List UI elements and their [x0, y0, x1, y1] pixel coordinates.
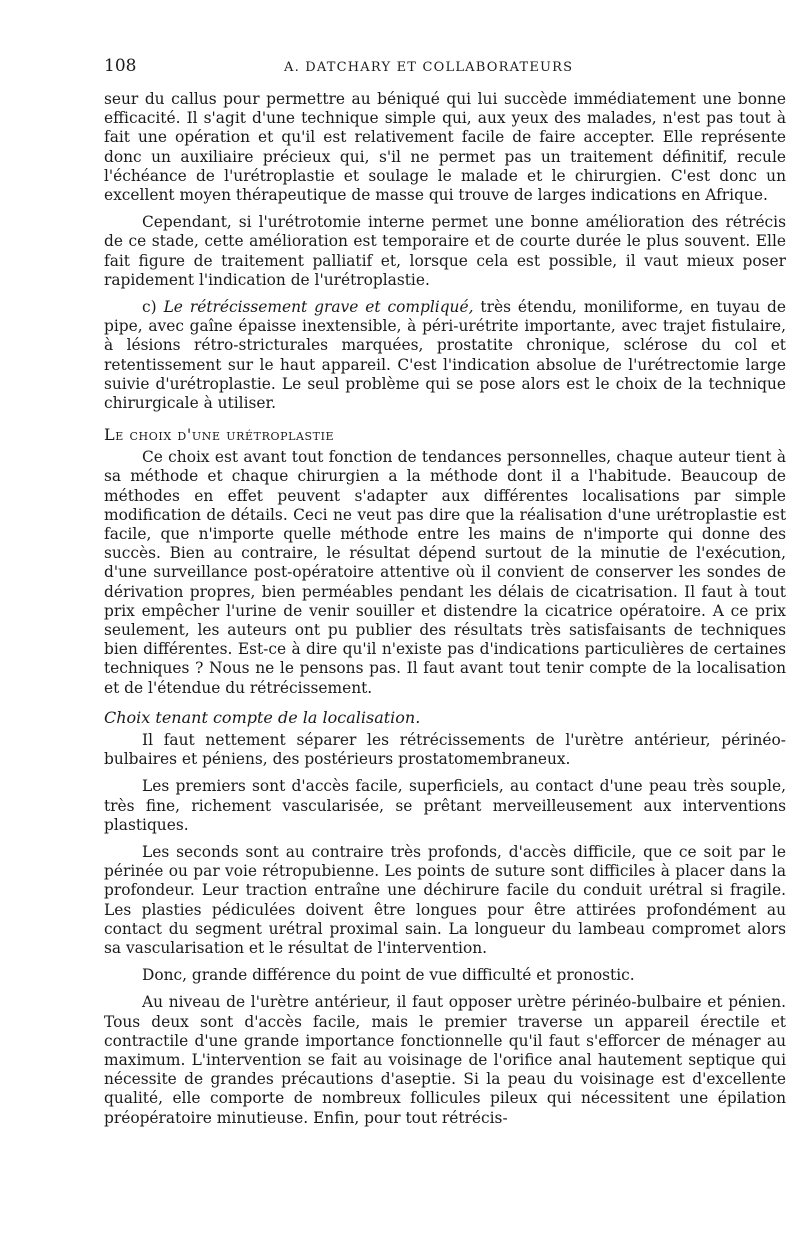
- page-number: 108: [104, 56, 137, 76]
- paragraph-7: Les seconds sont au contraire très profonds, d'accès difficile, que ce soit par le périnée ou par voie rétropubienne. Les points de suture sont difficiles à placer dans la profondeur. Leur traction entraîne une déchirure facile du conduit urétral si fragile. Les plasties pédiculées doivent être longues pour être attirées profondément au contact du segment urétral proximal sain. La longueur du lambeau compromet alors sa vascularisation et le résultat de l'intervention.: [104, 842, 786, 957]
- running-head: A. DATCHARY ET COLLABORATEURS: [284, 60, 574, 75]
- paragraph-8: Donc, grande différence du point de vue difficulté et pronostic.: [142, 966, 635, 985]
- paragraph-9: Au niveau de l'urètre antérieur, il faut opposer urètre périnéo-bulbaire et pénien. Tous deux sont d'accès facile, mais le premier traverse un appareil érectile et contractile d'une grande importance fonctionnelle qu'il faut s'efforcer de ménager au maximum. L'intervention se fait au voisinage de l'orifice anal hautement septique qui nécessite de grandes précautions d'aseptie. Si la peau du voisinage est d'excellente qualité, elle comporte de nombreux follicules pileux qui nécessitent une épilation préopératoire minutieuse. Enfin, pour tout rétrécis-: [104, 993, 786, 1127]
- paragraph-4: Ce choix est avant tout fonction de tendances personnelles, chaque auteur tient à sa méthode et chaque chirurgien a la méthode dont il a l'habitude. Beaucoup de méthodes en effet peuvent s'adapter aux différentes localisations par simple modification de détails. Ceci ne veut pas dire que la réalisation d'une urétroplastie est facile, que n'importe quelle méthode entre les mains de n'importe qui donne des succès. Bien au contraire, le résultat dépend surtout de la minutie de l'exécution, d'une surveillance post-opératoire attentive où il convient de conserver les sondes de dérivation propres, bien perméables pendant les délais de cicatrisation. Il faut à tout prix empêcher l'urine de venir souiller et distendre la cicatrice opératoire. A ce prix seulement, les auteurs ont pu publier des résultats très satisfaisants de techniques bien différentes. Est-ce à dire qu'il n'existe pas d'indications particulières de certaines techniques ? Nous ne le pensons pas. Il faut avant tout tenir compte de la localisation et de l'étendue du rétrécissement.: [104, 448, 786, 697]
- paragraph-3-lead: c): [142, 298, 164, 317]
- paragraph-5: Il faut nettement séparer les rétrécissements de l'urètre antérieur, périnéo-bulbaires et péniens, des postérieurs prostatomembraneux.: [104, 730, 786, 769]
- paragraph-3: [104, 298, 786, 413]
- paragraph-1: seur du callus pour permettre au béniqué qui lui succède immédiatement une bonne efficacité. Il s'agit d'une technique simple qui, aux yeux des malades, n'est pas tout à fait une opération et qu'il est relativement facile de faire accepter. Elle représente donc un auxiliaire précieux qui, s'il ne permet pas un traitement définitif, recule l'échéance de l'urétroplastie et soulage le malade et le chirurgien. C'est donc un excellent moyen thérapeutique de masse qui trouve de larges indications en Afrique.: [104, 90, 786, 205]
- section-heading: Le choix d'une urétroplastie: [104, 425, 335, 445]
- paragraph-6: Les premiers sont d'accès facile, superficiels, au contact d'une peau très souple, très fine, richement vascularisée, se prêtant merveilleusement aux interventions plastiques.: [104, 777, 786, 834]
- paragraph-2: Cependant, si l'urétrotomie interne permet une bonne amélioration des rétrécis de ce stade, cette amélioration est temporaire et de courte durée le plus souvent. Elle fait figure de traitement palliatif et, lorsque cela est possible, il vaut mieux poser rapidement l'indication de l'urétroplastie.: [104, 213, 786, 289]
- paragraph-3-rest: très étendu, moniliforme, en tuyau de pipe, avec gaîne épaisse inextensible, à péri-urétrite importante, avec trajet fistulaire, à lésions rétro-stricturales marquées, prostatite chronique, sclérose du col et retentissement sur le haut appareil. C'est l'indication absolue de l'urétrectomie large suivie d'urétroplastie. Le seul problème qui se pose alors est le choix de la technique chirurgicale à utiliser.: [104, 298, 786, 413]
- page-header: [104, 56, 786, 82]
- subsection-heading: Choix tenant compte de la localisation.: [104, 707, 421, 727]
- paragraph-3-italic: Le rétrécissement grave et compliqué,: [163, 298, 474, 317]
